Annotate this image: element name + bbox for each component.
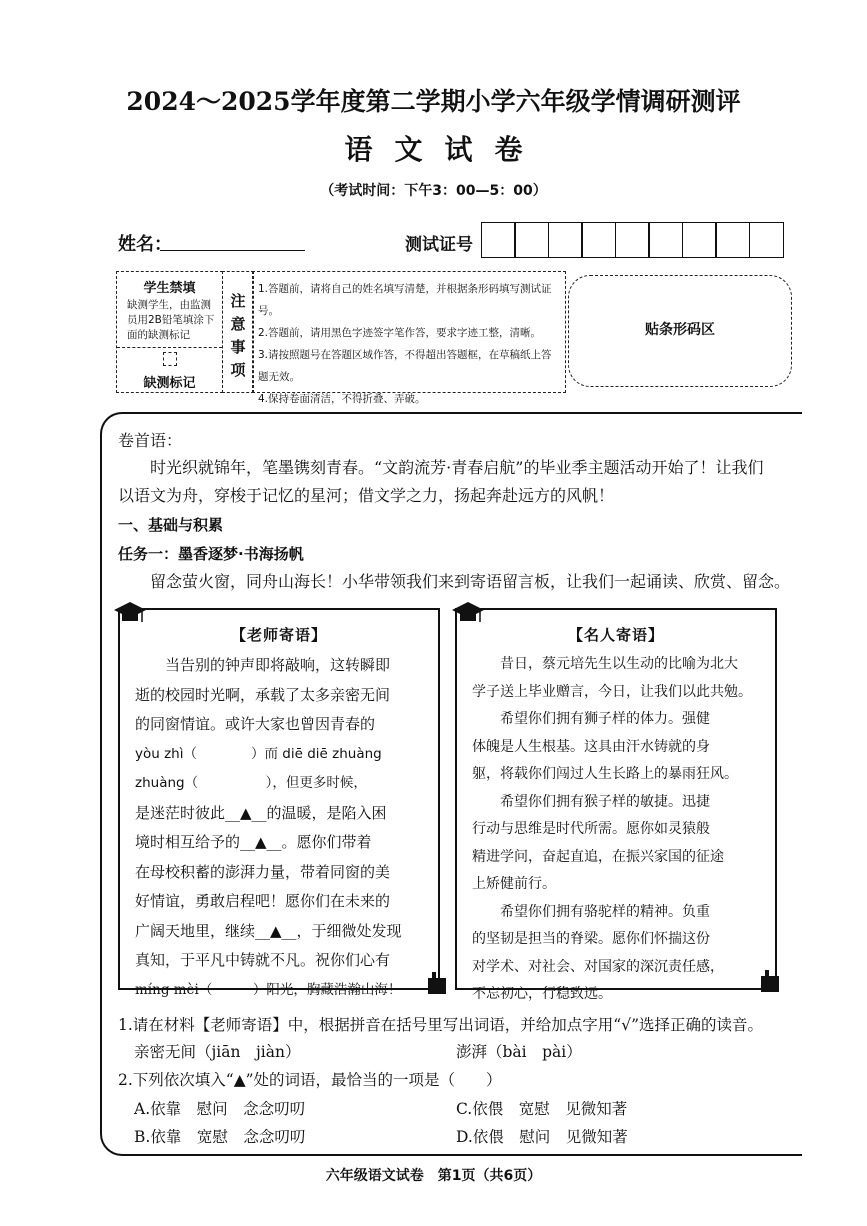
intro-label: 卷首语： (118, 431, 183, 450)
id-digit-box[interactable] (481, 222, 516, 258)
intro-line-2: 以语文为舟，穿梭于记忆的星河；借文学之力，扬起奔赴远方的风帆！ (118, 486, 615, 505)
id-digit-box[interactable] (548, 222, 583, 258)
graduation-cap-icon (450, 598, 486, 628)
teacher-line: 好情谊，勇敢启程吧！愿你们在未来的 (135, 892, 391, 910)
intro-line-1: 时光织就锦年，笔墨镌刻青春。“文韵流芳·青春启航”的毕业季主题活动开始了！让我们 (150, 458, 764, 477)
id-label: 测试证号 (405, 235, 473, 255)
notice-label-char: 事 (230, 338, 246, 356)
notice-item: 4.保持卷面清洁，不得折叠、弄破。 (258, 393, 426, 405)
famous-line: 体魄是人生根基。这具由汗水铸就的身 (472, 738, 710, 755)
question-1-item-b[interactable]: 澎湃（bài pài） (456, 1043, 582, 1061)
id-digit-box[interactable] (682, 222, 717, 258)
id-digit-box[interactable] (615, 222, 650, 258)
student-restricted-box (116, 271, 223, 393)
barcode-area (568, 275, 792, 387)
pin-icon (422, 968, 452, 998)
exam-time: （考试时间：下午3：00—5：00） (320, 183, 547, 199)
id-digit-box[interactable] (715, 222, 750, 258)
teacher-card-heading: 【老师寄语】 (230, 626, 327, 644)
task-intro: 留念萤火窗，同舟山海长！小华带领我们来到寄语留言板，让我们一起诵读、欣赏、留念。 (150, 572, 791, 591)
section-heading: 一、基础与积累 (118, 516, 224, 534)
teacher-line: 境时相互给予的__▲__。愿你们带着 (135, 833, 372, 851)
famous-line: 精进学问，奋起直追，在振兴家国的征途 (472, 848, 724, 865)
notice-label-box (222, 271, 254, 393)
famous-line: 希望你们拥有狮子样的体力。强健 (500, 711, 710, 727)
id-digit-box[interactable] (749, 222, 784, 258)
famous-line: 昔日，蔡元培先生以生动的比喻为北大 (500, 656, 738, 672)
teacher-line: 当告别的钟声即将敲响，这转瞬即 (165, 656, 391, 674)
famous-line: 行动与思维是时代所需。愿你如灵猿般 (472, 821, 710, 837)
famous-line: 躯，将载你们闯过人生长路上的暴雨狂风。 (472, 766, 738, 782)
famous-line: 对学术、对社会、对国家的深沉责任感， (472, 958, 724, 975)
teacher-line: 逝的校园时光啊，承载了太多亲密无间 (135, 685, 391, 704)
famous-line: 不忘初心，行稳致远。 (472, 986, 612, 1002)
notice-label-char: 项 (230, 361, 246, 379)
name-label: 姓名： (118, 234, 172, 255)
id-number-boxes (482, 222, 784, 258)
teacher-message-card (118, 608, 440, 998)
option-c[interactable]: C.依偎 宽慰 见微知著 (456, 1100, 628, 1118)
famous-line: 的坚韧是担当的脊梁。愿你们怀揣这份 (472, 931, 710, 947)
famous-message-card (455, 608, 777, 1002)
famous-line: 希望你们拥有骆驼样的精神。负重 (500, 903, 710, 920)
teacher-line-pinyin[interactable]: yòu zhì（ ）而 diē diē zhuàng (135, 745, 382, 762)
page-footer: 六年级语文试卷 第1页（共6页） (325, 1168, 542, 1184)
notice-label-char: 意 (230, 315, 246, 333)
notice-items-box (252, 271, 566, 405)
teacher-line: 是迷茫时彼此__▲__的温暖，是陷入困 (135, 803, 387, 822)
question-1: 1.请在材料【老师寄语】中，根据拼音在括号里写出词语，并给加点字用“√”选择正确的读音。 (118, 1016, 764, 1034)
option-a[interactable]: A.依靠 慰问 念念叨叨 (134, 1100, 306, 1118)
notice-item: 3.请按照题号在答题区域作答，不得超出答题框，在草稿纸上答题无效。 (258, 349, 552, 383)
teacher-line: 广阔天地里，继续__▲__，于细微处发现 (135, 921, 402, 940)
question-1-item-a[interactable]: 亲密无间（jiān jiàn） (134, 1043, 301, 1061)
notice-item: 1.答题前，请将自己的姓名填写清楚，并根据条形码填写测试证号。 (258, 283, 552, 317)
absent-checkbox[interactable] (163, 352, 177, 366)
famous-line: 希望你们拥有猴子样的敏捷。迅捷 (500, 793, 710, 810)
famous-line: 学子送上毕业赠言，今日，让我们以此共勉。 (472, 683, 752, 700)
notice-item: 2.答题前，请用黑色字迹签字笔作答，要求字迹工整，清晰。 (258, 327, 542, 339)
notice-label-char: 注 (230, 292, 246, 310)
id-digit-box[interactable] (648, 222, 683, 258)
graduation-cap-icon (112, 598, 148, 628)
barcode-label: 贴条形码区 (645, 322, 715, 338)
teacher-line-pinyin[interactable]: zhuàng（ ），但更多时候， (135, 775, 367, 791)
id-digit-box[interactable] (581, 222, 616, 258)
question-2: 2.下列依次填入“▲”处的词语，最恰当的一项是（ ） (118, 1071, 502, 1089)
task-heading: 任务一：墨香逐梦·书海扬帆 (118, 545, 304, 563)
teacher-line: 在母校积蓄的澎湃力量，带着同窗的美 (135, 862, 391, 881)
teacher-line: 的同窗情谊。或许大家也曾因青春的 (135, 715, 376, 733)
teacher-line: 真知，于平凡中铸就不凡。祝你们心有 (135, 951, 391, 969)
name-field[interactable] (160, 250, 305, 251)
teacher-line-pinyin[interactable]: míng mèi（ ）阳光，胸藏浩瀚山海！ (135, 981, 402, 998)
pin-icon (755, 966, 785, 996)
exam-title: 2024～2025学年度第二学期小学六年级学情调研测评 (126, 87, 741, 116)
option-d[interactable]: D.依偎 慰问 见微知著 (456, 1128, 628, 1146)
option-b[interactable]: B.依靠 宽慰 念念叨叨 (134, 1128, 306, 1146)
famous-card-heading: 【名人寄语】 (567, 626, 664, 644)
id-digit-box[interactable] (514, 222, 549, 258)
exam-subject: 语文试卷 (344, 133, 545, 166)
famous-line: 上矫健前行。 (472, 876, 556, 892)
absent-mark-label: 缺测标记 (143, 376, 196, 391)
student-restricted-text: 缺测学生，由监测员用2B铅笔填涂下面的缺测标记 (127, 299, 215, 341)
student-restricted-heading: 学生禁填 (143, 281, 196, 296)
